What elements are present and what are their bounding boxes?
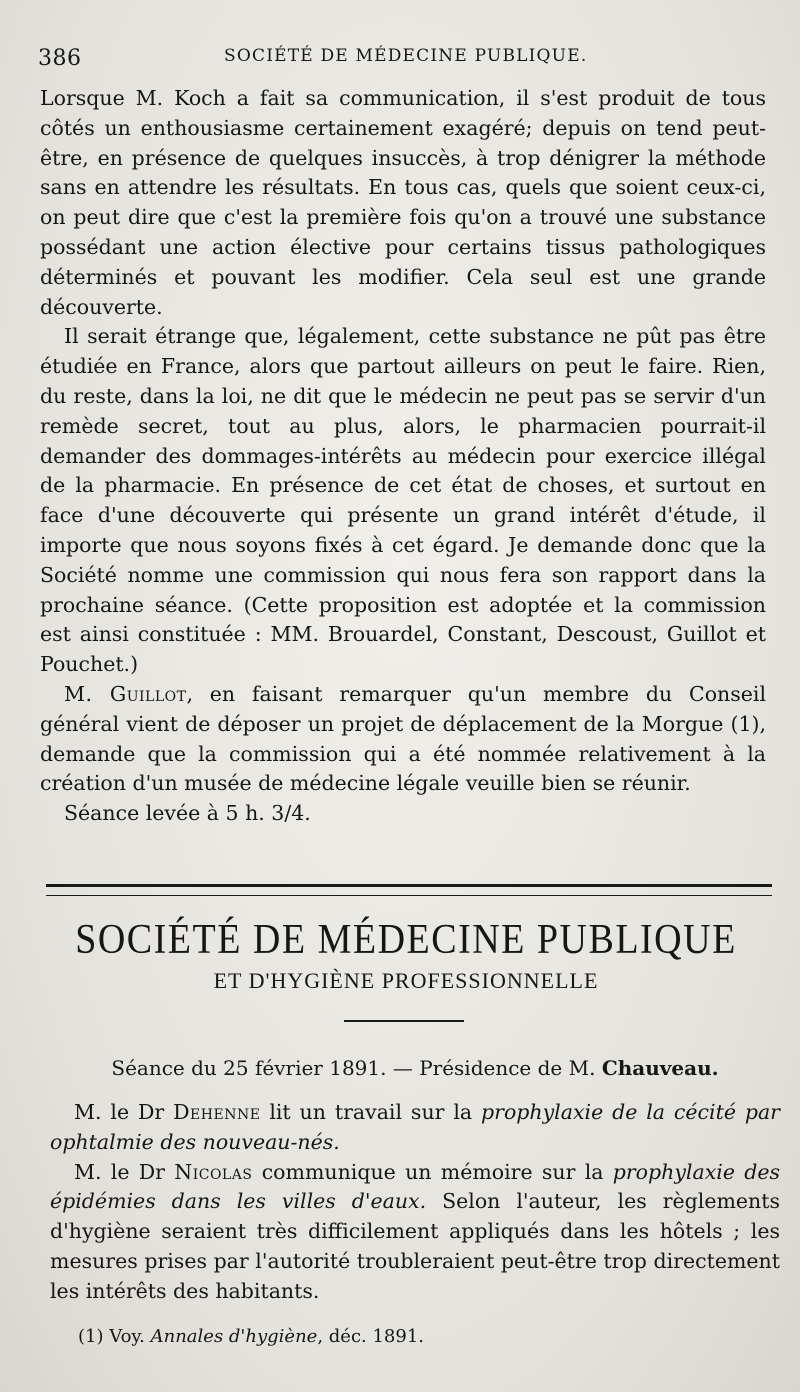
session-closing: Séance levée à 5 h. 3/4.	[64, 801, 311, 826]
society-subtitle: ET D'HYGIÈNE PROFESSIONNELLE	[213, 968, 599, 993]
speaker-guillot: M. Guillot	[64, 681, 187, 706]
footnote	[78, 1326, 424, 1347]
speaker-dehenne: Dehenne	[173, 1100, 261, 1124]
new-session-text	[50, 1098, 780, 1307]
speaker-nicolas: Nicolas	[174, 1159, 253, 1184]
footnote-marker: (1) Voy.	[78, 1326, 151, 1347]
dehenne-mid: lit un travail sur la	[260, 1100, 482, 1124]
dehenne-prefix: M. le Dr	[74, 1100, 174, 1124]
nicolas-topic: prophylaxie des épidémies dans les villes d'eaux.	[50, 1159, 780, 1214]
running-title: SOCIÉTÉ DE MÉDECINE PUBLIQUE.	[224, 46, 588, 66]
section-divider	[46, 884, 772, 896]
page-header	[38, 42, 760, 78]
nicolas-summary: Selon l'auteur, les règlements d'hygiène seraient très difficilement appliqués dans les hôtels ; les mesures prises par l'autorité troubleraient peut-être trop directement les intérêts des habitants.	[50, 1189, 780, 1303]
footnote-journal: Annales d'hygiène	[150, 1326, 318, 1347]
paragraph-koch: Lorsque M. Koch a fait sa communication, il s'est produit de tous côtés un enthousiasme certainement exagéré; depuis on tend peut-être, en présence de quelques insuccès, à trop dénigrer la méthode sans en attendre les résultats. En tous cas, quels que soient ceux-ci, on peut dire que c'est la première fois qu'on a trouvé une substance possédant une action élective pour certains tissus pathologiques déterminés et pouvant les modifier. Cela seul est une grande découverte.	[40, 86, 766, 319]
session-line	[0, 1056, 800, 1080]
title-rule	[344, 1020, 464, 1022]
nicolas-prefix: M. le Dr	[74, 1159, 175, 1184]
guillot-remark: , en faisant remarquer qu'un membre du Conseil général vient de déposer un projet de déplacement de la Morgue (1), demande que la commission qui a été nommée relativement à la création d'un musée de médecine légale veuille bien se réunir.	[40, 681, 767, 796]
paragraph-guillot	[40, 680, 766, 799]
society-title: SOCIÉTÉ DE MÉDECINE PUBLIQUE	[75, 916, 737, 964]
nicolas-mid: communique un mémoire sur la	[252, 1159, 613, 1184]
paragraph-substance: Il serait étrange que, légalement, cette substance ne pût pas être étudiée en France, alors que partout ailleurs on peut le faire. Rien, du reste, dans la loi, ne dit que le médecin ne peut pas se servir d'un remède secret, tout au plus, alors, le pharmacien pourrait-il demander des dommages-intérêts au médecin pour exercice illégal de la pharmacie. En présence de cet état de choses, et surtout en face d'une découverte qui présente un grand intérêt d'étude, il importe que nous soyons fixés à cet égard. Je demande donc que la Société nomme une commission qui nous fera son rapport dans la prochaine séance. (Cette proposition est adoptée et la commission est ainsi constituée : MM. Brouardel, Constant, Descoust, Guillot et Pouchet.)	[40, 324, 766, 677]
paragraph-nicolas	[50, 1158, 780, 1307]
page-number: 386	[38, 46, 82, 71]
session-date: Séance du 25 février 1891. — Présidence de M.	[111, 1056, 602, 1080]
dehenne-topic: prophylaxie de la cécité par ophtalmie des nouveau-nés.	[50, 1100, 780, 1154]
president-name: Chauveau.	[601, 1056, 719, 1080]
paragraph-dehenne	[50, 1098, 780, 1158]
footnote-date: , déc. 1891.	[317, 1326, 425, 1347]
previous-session-text	[40, 84, 766, 829]
